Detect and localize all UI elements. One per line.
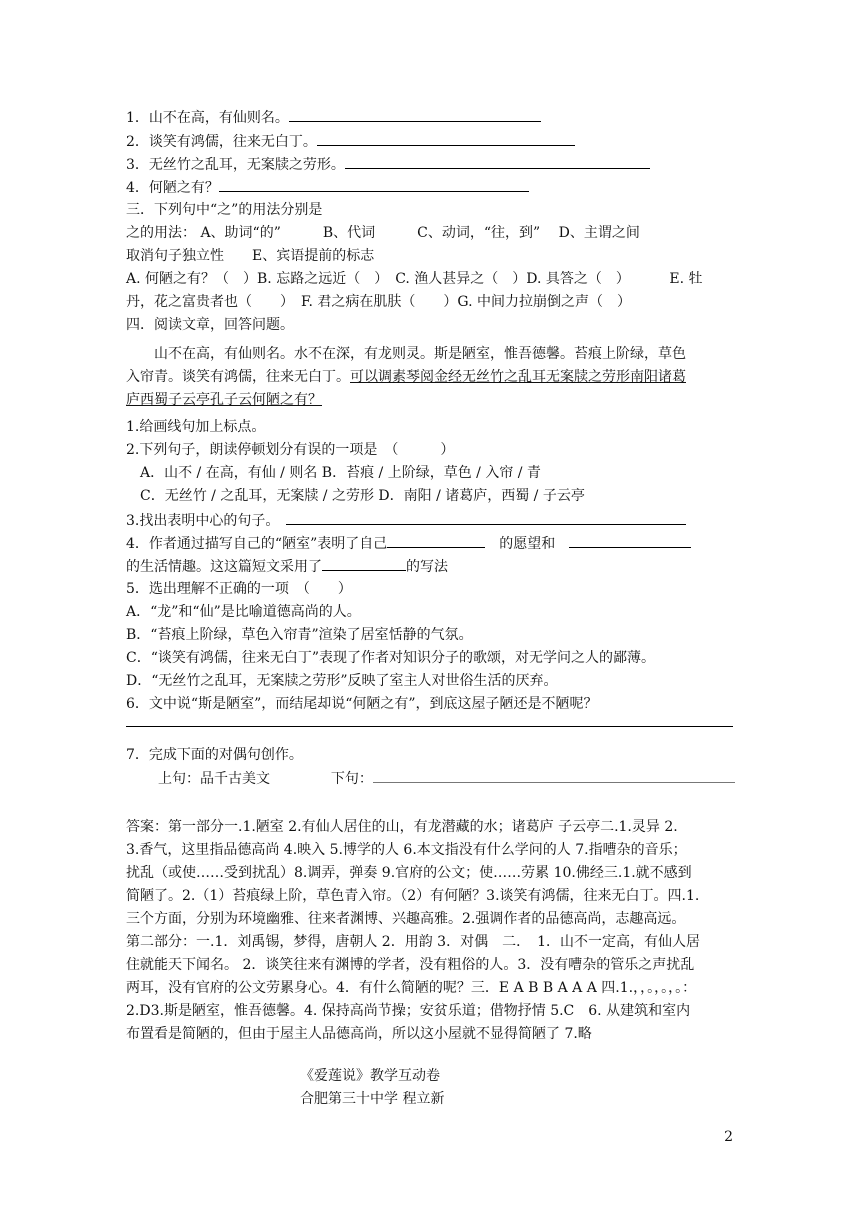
options-line: 取消句子独立性 E、宾语提前的标志 bbox=[126, 248, 375, 264]
answer-line: 2.D3.斯是陋室，惟吾德馨。4. 保持高尚节操；安贫乐道；借物抒情 5.C 6. 从建筑和室内 bbox=[126, 1003, 691, 1019]
answer-line: 简陋了。2.（1）苔痕绿上阶，草色青入帘。（2）有何陋？3.谈笑有鸿儒，往来无白丁。四.1. bbox=[126, 888, 700, 904]
section-title: 四．阅读文章，回答问题。 bbox=[126, 317, 294, 333]
option-line: A．山不 / 在高，有仙 / 则名 B．苔痕 / 上阶绿，草色 / 入帘 / 青 bbox=[126, 465, 541, 481]
answer-line: 扰乱（或使……受到扰乱）8.调弄，弹奏 9.官府的公文；使……劳累 10.佛经三.1.就不感到 bbox=[126, 865, 692, 881]
question-text: 的生活情趣。这这篇短文采用了 bbox=[126, 559, 322, 575]
option-line: C．无丝竹 / 之乱耳，无案牍 / 之劳形 D．南阳 / 诸葛庐，西蜀 / 子云亭 bbox=[126, 488, 585, 504]
question-line: A. 何陋之有？（ ）B. 忘路之远近（ ） C. 渔人甚异之（ ）D. 具答之（ ） E. 牡 bbox=[126, 271, 703, 287]
answer-blank bbox=[317, 132, 575, 146]
question-line bbox=[126, 178, 529, 197]
question-line: 6．文中说“斯是陋室”，而结尾却说“何陋之有”，到底这屋子陋还是不陋呢？ bbox=[126, 696, 598, 712]
answer-rule bbox=[126, 726, 733, 727]
question-line bbox=[126, 511, 686, 530]
question-text: 4．何陋之有？ bbox=[126, 180, 219, 196]
question-text: 3.找出表明中心的句子。 bbox=[126, 513, 273, 529]
next-paper-title: 《爱莲说》教学互动卷 bbox=[300, 1068, 440, 1084]
answer-blank bbox=[322, 557, 406, 571]
couplet-upper: 上句：品千古美文 bbox=[158, 771, 270, 787]
answer-line: 住就能天下闻名。 2．谈笑往来有渊博的学者，没有粗俗的人。3．没有嘈杂的管乐之声扰乱 bbox=[126, 957, 695, 973]
section-title: 三．下列句中“之”的用法分别是 bbox=[126, 202, 323, 218]
answer-line: 布置看是简陋的，但由于屋主人品德高尚，所以这小屋就不显得简陋了 7.略 bbox=[126, 1026, 592, 1042]
question-text: 2．谈笑有鸿儒，往来无白丁。 bbox=[126, 134, 317, 150]
question-text: 1．山不在高，有仙则名。 bbox=[126, 110, 289, 126]
underlined-passage: 可以调素琴阅金经无丝竹之乱耳无案牍之劳形南阳诸葛 bbox=[350, 369, 686, 385]
answer-blank bbox=[373, 769, 735, 783]
question-text: 3．无丝竹之乱耳，无案牍之劳形。 bbox=[126, 157, 345, 173]
question-line bbox=[126, 557, 448, 576]
next-paper-author: 合肥第三十中学 程立新 bbox=[300, 1091, 445, 1107]
question-text: 的愿望和 bbox=[499, 536, 556, 552]
question-line bbox=[126, 534, 691, 553]
passage-text: 入帘青。谈笑有鸿儒，往来无白丁。 bbox=[126, 369, 350, 385]
underlined-passage: 庐西蜀子云亭孔子云何陋之有？ bbox=[126, 392, 322, 408]
passage-line bbox=[126, 391, 322, 409]
answer-blank bbox=[289, 108, 541, 122]
question-text: 4．作者通过描写自己的“陋室”表明了自己 bbox=[126, 536, 388, 552]
question-line: 1.给画线句加上标点。 bbox=[126, 419, 266, 435]
answer-blank bbox=[569, 534, 691, 548]
answer-blank bbox=[286, 511, 686, 525]
question-line bbox=[126, 155, 650, 174]
page-number: 2 bbox=[724, 1129, 733, 1145]
answer-blank bbox=[219, 178, 529, 192]
question-line: 7．完成下面的对偶句创作。 bbox=[126, 747, 303, 763]
answer-line: 第二部分：一.1．刘禹锡，梦得，唐朝人 2．用韵 3．对偶 二． 1．山不一定高，有仙人居 bbox=[126, 934, 700, 950]
option-line: C．“谈笑有鸿儒，往来无白丁”表现了作者对知识分子的歌颂，对无学问之人的鄙薄。 bbox=[126, 650, 656, 666]
option-line: B．“苔痕上阶绿，草色入帘青”渲染了居室恬静的气氛。 bbox=[126, 627, 473, 643]
passage-line: 山不在高，有仙则名。水不在深，有龙则灵。斯是陋室，惟吾德馨。苔痕上阶绿，草色 bbox=[126, 346, 686, 362]
answer-line: 答案：第一部分一.1.陋室 2.有仙人居住的山，有龙潜藏的水；诸葛庐 子云亭二.1.灵异 2. bbox=[126, 819, 678, 835]
answer-blank bbox=[345, 155, 650, 169]
answer-line: 三个方面，分别为环境幽雅、往来者渊博、兴趣高雅。2.强调作者的品德高尚，志趣高远。 bbox=[126, 911, 686, 927]
answer-line: 3.香气，这里指品德高尚 4.映入 5.博学的人 6.本文指没有什么学问的人 7.指嘈杂的音乐； bbox=[126, 842, 687, 858]
answer-blank bbox=[387, 534, 485, 548]
question-line bbox=[126, 132, 575, 151]
option-line: D．“无丝竹之乱耳，无案牍之劳形”反映了室主人对世俗生活的厌弃。 bbox=[126, 673, 558, 689]
couplet-lower-label: 下句： bbox=[330, 771, 373, 787]
question-line: 2.下列句子，朗读停顿划分有误的一项是 （ ） bbox=[126, 442, 455, 458]
answer-line: 两耳，没有官府的公文劳累身心。4．有什么简陋的呢？三．E A B B A A A 四.1.，，。，。，。： bbox=[126, 980, 697, 996]
option-line: A．“龙”和“仙”是比喻道德高尚的人。 bbox=[126, 604, 361, 620]
question-line bbox=[126, 108, 541, 127]
question-line: 丹，花之富贵者也（ ） F. 君之病在肌肤（ ）G. 中间力拉崩倒之声（ ） bbox=[126, 294, 632, 310]
couplet-line bbox=[158, 769, 735, 788]
question-line: 5．选出理解不正确的一项 （ ） bbox=[126, 581, 352, 597]
question-text: 的写法 bbox=[406, 559, 448, 575]
passage-line bbox=[126, 368, 686, 386]
options-line: 之的用法： A、助词“的” B、代词 C、动词，“往，到” D、主谓之间 bbox=[126, 225, 640, 241]
